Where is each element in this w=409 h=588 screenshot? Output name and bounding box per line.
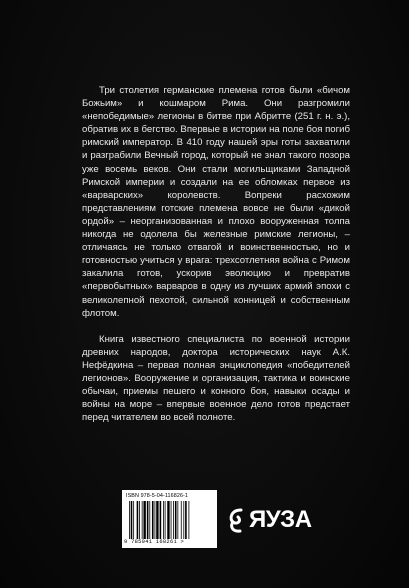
annotation-text — [82, 84, 350, 424]
publisher-emblem-icon — [227, 505, 247, 535]
annotation-paragraph-1: Три столетия германские племена готов были «бичом Божьим» и кошмаром Рима. Они разгромили «непобедимые» легионы в битве при Абритте (251 г. н. э.), обратив их в бегство. Впервые в истории на поле боя погиб римский император. В 410 году нашей эры готы захватили и разграбили Вечный город, который не знал такого позора уже восемь веков. Они стали могильщиками Западной Римской империи и создали на ее обломках первое из «варварских» королевств. Вопреки расхожим представлениям готские племена вовсе не были «дикой ордой» – неорганизованная и плохо вооруженная толпа никогда не одолела бы железные римские легионы, – отличаясь не только отвагой и воинственностью, но и готовностью учиться у врага: трехсотлетняя война с Римом закалила готов, ускорив эволюцию и превратив «первобытных» варваров в одну из лучших армий эпохи с великолепной пехотой, сильной конницей и собственным флотом. — [82, 85, 350, 319]
isbn-barcode — [122, 490, 217, 548]
publisher-logo — [227, 504, 312, 534]
isbn-number: ISBN 978-5-04-116826-1 — [126, 493, 189, 499]
barcode-digits: 9 785041 168261 > — [124, 539, 185, 545]
publisher-logo-text: ЯУЗА — [249, 506, 312, 533]
annotation-paragraph-2: Книга известного специалиста по военной истории древних народов, доктора исторических наук А.К. Нефёдкина – первая полная энциклопедия «победителей легионов». Вооружение и организация, тактика и воинские обычаи, приемы пешего и конного боя, навыки осады и войны на море – впервые военное дело готов предстает перед читателем во всей полноте. — [82, 333, 350, 424]
barcode-bars — [129, 501, 211, 539]
